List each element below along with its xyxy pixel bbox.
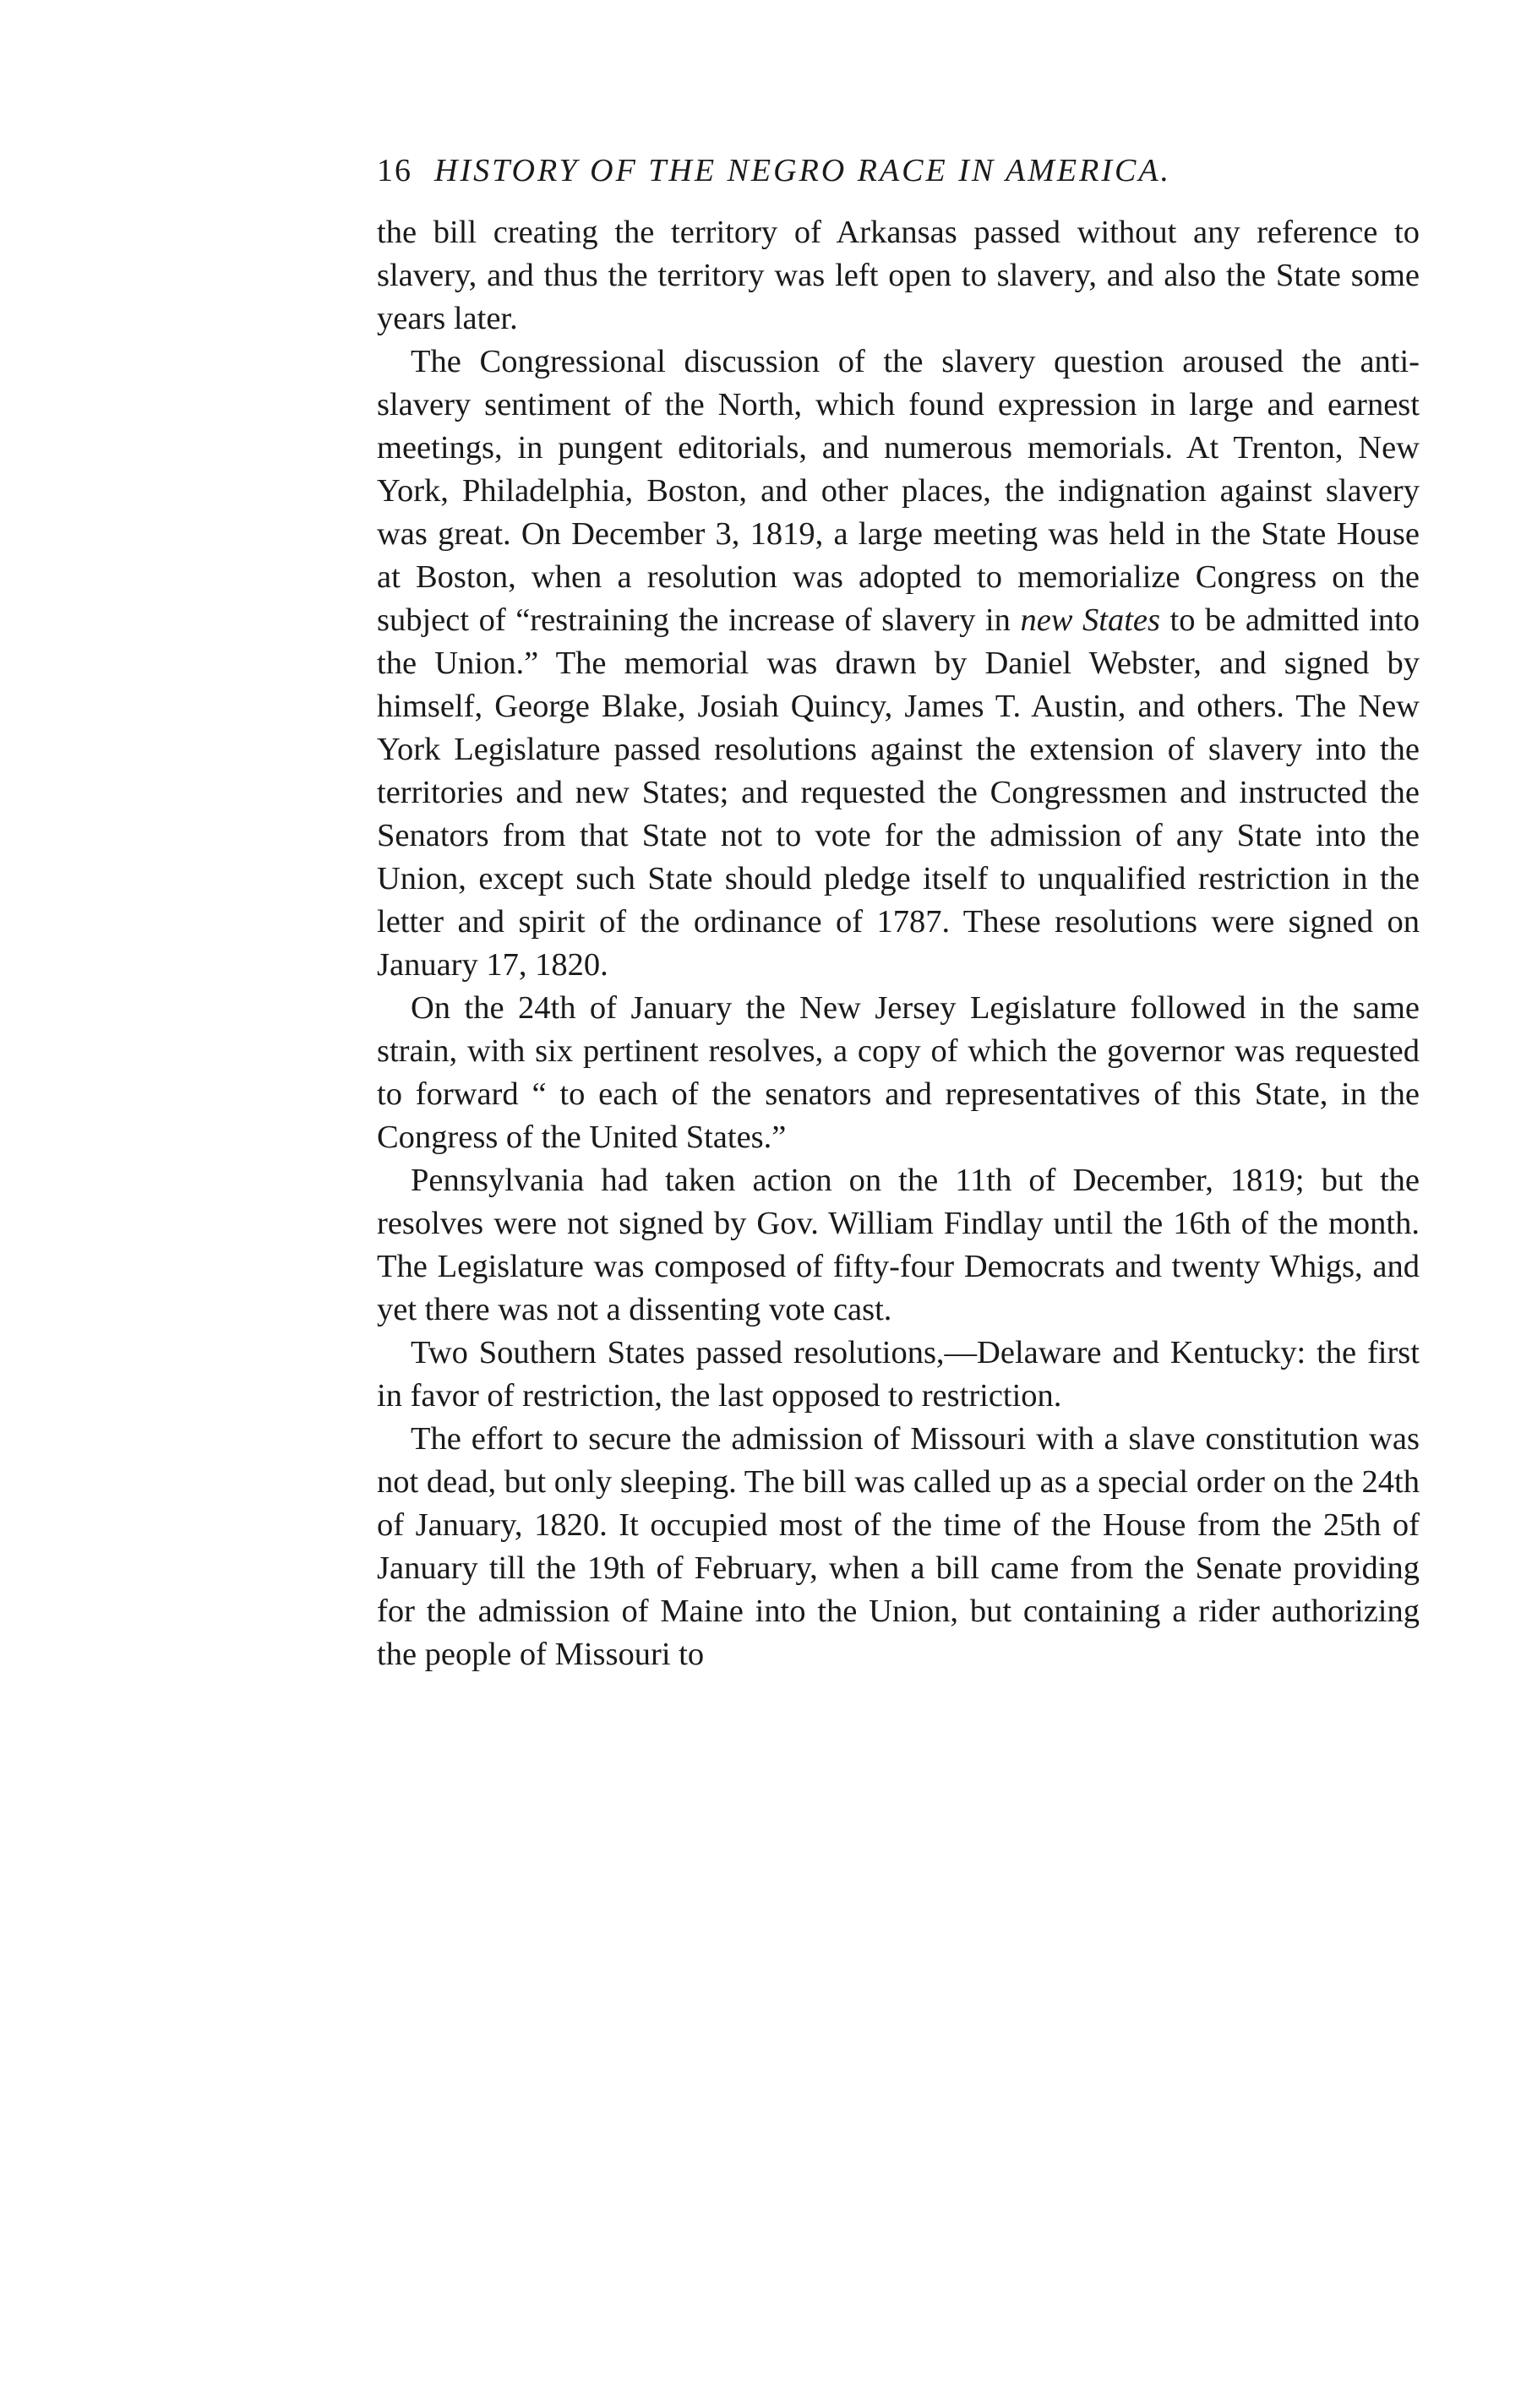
running-header xyxy=(377,152,1420,204)
paragraph-2-text-start: The Congressional discussion of the slavery question aroused the anti-slavery sentiment of the North, which found expression in large and earnest meetings, in pungent editorials, and numerous memorials. At Trenton, New York, Philadelphia, Boston, and other places, the indignation against slavery was great. On December 3, 1819, a large meeting was held in the State House at Boston, when a resolution was adopted to memorialize Congress on the subject of “restraining the increase of slavery in xyxy=(377,344,1420,638)
paragraph-6: The effort to secure the admission of Missouri with a slave constitution was not dead, but only sleeping. The bill was called up as a special order on the 24th of January, 1820. It occupied most of the time of the House from the 25th of January till the 19th of February, when a bill came from the Senate providing for the admission of Maine into the Union, but containing a rider authorizing the people of Missouri to xyxy=(377,1421,1420,1672)
paragraph-2-text-end: to be admitted into the Union.” The memorial was drawn by Daniel Webster, and signed by himself, George Blake, Josiah Quincy, James T. Austin, and others. The New York Legislature passed resolutions against the extension of slavery into the territories and new States; and requested the Congressmen and instructed the Senators from that State not to vote for the admission of any State into the Union, except such State should pledge itself to unqualified restriction in the letter and spirit of the ordinance of 1787. These resolutions were signed on January 17, 1820. xyxy=(377,602,1420,983)
paragraph-1: the bill creating the territory of Arkansas passed without any reference to slavery, and thus the territory was left open to slavery, and also the State some years later. xyxy=(377,215,1420,336)
paragraph-4: Pennsylvania had taken action on the 11th of December, 1819; but the resolves were not signed by Gov. William Findlay until the 16th of the month. The Legislature was composed of fifty-four Democrats and twenty Whigs, and yet there was not a dissenting vote cast. xyxy=(377,1163,1420,1327)
paragraph-3: On the 24th of January the New Jersey Legislature followed in the same strain, with six pertinent resolves, a copy of which the governor was requested to forward “ to each of the senators and representatives of this State, in the Congress of the United States.” xyxy=(377,990,1420,1155)
paragraph-5: Two Southern States passed resolutions,—Delaware and Kentucky: the first in favor of restriction, the last opposed to restriction. xyxy=(377,1335,1420,1414)
paragraph-2-italic-phrase: new States xyxy=(1020,602,1160,638)
paragraph-2 xyxy=(377,340,1420,987)
page-number: 16 xyxy=(377,153,412,188)
book-title: HISTORY OF THE NEGRO RACE IN AMERICA. xyxy=(434,153,1172,188)
book-page xyxy=(377,152,1420,1676)
